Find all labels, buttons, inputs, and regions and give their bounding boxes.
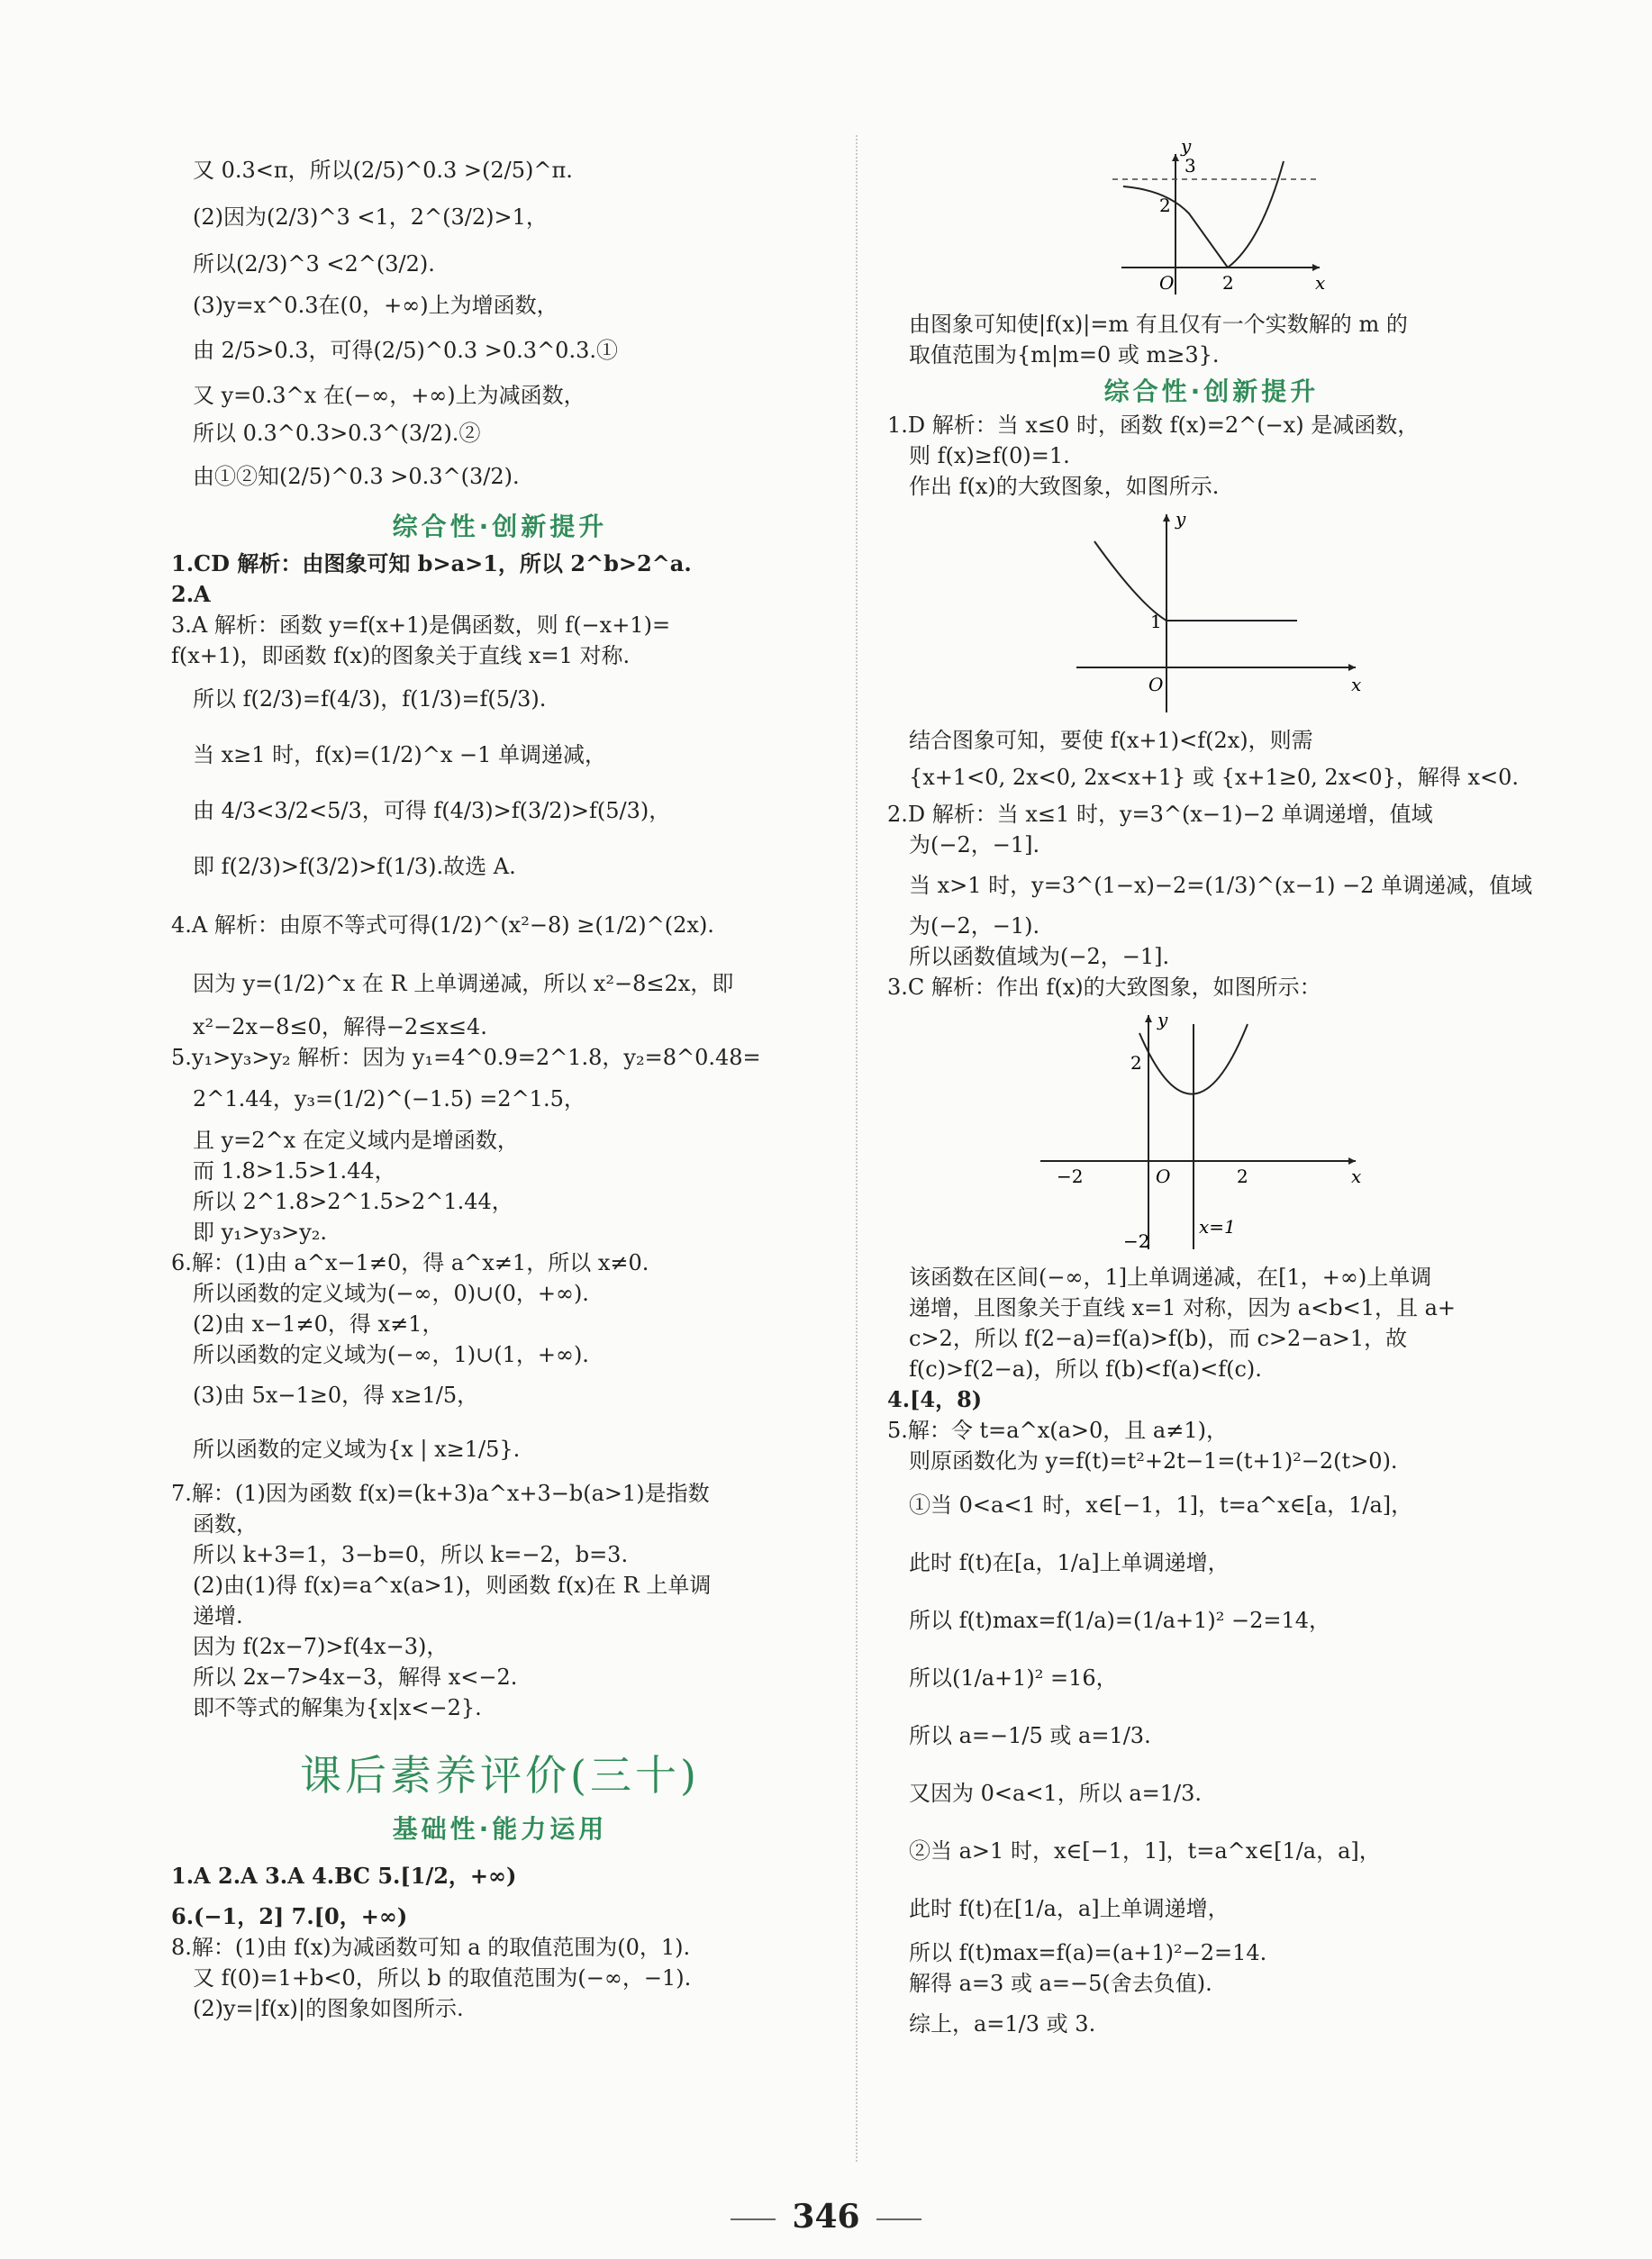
axis-label-x: x	[1315, 272, 1326, 294]
text-line: 4.[4，8)	[887, 1386, 983, 1412]
text-line: 当 x>1 时，y=3^(1−x)−2=(1/3)^(x−1) −2 单调递减，值域	[909, 873, 1533, 898]
text-line: 所以函数的定义域为(−∞，1)∪(1，+∞).	[193, 1342, 589, 1367]
text-line: 6.(−1，2] 7.[0，+∞)	[171, 1903, 408, 1929]
text-line: 该函数在区间(−∞，1]上单调递减，在[1，+∞)上单调	[909, 1265, 1432, 1290]
text-line: 所以 f(t)max=f(a)=(a+1)²−2=14.	[909, 1940, 1267, 1965]
text-line: 结合图象可知，要使 f(x+1)<f(2x)，则需	[909, 728, 1313, 753]
tick-label: −2	[1123, 1230, 1150, 1252]
text-line: 5.y₁>y₃>y₂ 解析：因为 y₁=4^0.9=2^1.8，y₂=8^0.48=	[171, 1045, 761, 1070]
graph-parabola	[887, 1006, 1536, 1258]
text-line: 综上，a=1/3 或 3.	[909, 2011, 1096, 2037]
text-line: 而 1.8>1.5>1.44，	[193, 1158, 396, 1184]
tick-label: 2	[1130, 1052, 1142, 1074]
text-line: 由 4/3<3/2<5/3，可得 f(4/3)>f(3/2)>f(5/3)，	[193, 798, 671, 823]
text-line: 解得 a=3 或 a=−5(舍去负值).	[909, 1971, 1212, 1996]
page-number-dash	[731, 2218, 776, 2220]
text-line: 3.A 解析：函数 y=f(x+1)是偶函数，则 f(−x+1)=	[171, 612, 671, 638]
right-column	[887, 131, 1536, 2049]
text-line: 即 y₁>y₃>y₂.	[193, 1220, 328, 1245]
axis-label-x: x	[1351, 1166, 1362, 1187]
text-line: 函数，	[193, 1511, 258, 1537]
text-line: 又 y=0.3^x 在(−∞，+∞)上为减函数，	[193, 383, 585, 408]
text-line: 递增，且图象关于直线 x=1 对称，因为 a<b<1，且 a+	[909, 1295, 1457, 1320]
text-line: 6.解：(1)由 a^x−1≠0，得 a^x≠1，所以 x≠0.	[171, 1250, 649, 1275]
axis-of-symmetry-label: x=1	[1199, 1216, 1236, 1238]
axis-label-y: y	[1157, 1009, 1168, 1030]
text-line: (2)由(1)得 f(x)=a^x(a>1)，则函数 f(x)在 R 上单调	[193, 1573, 712, 1598]
graph-abs-fx	[887, 134, 1536, 305]
text-line: 由①②知(2/5)^0.3 >0.3^(3/2).	[193, 464, 520, 489]
tick-label: −2	[1057, 1166, 1084, 1187]
text-line: (3)y=x^0.3在(0，+∞)上为增函数，	[193, 293, 558, 318]
text-line: 所以 f(t)max=f(1/a)=(1/a+1)² −2=14，	[909, 1608, 1331, 1633]
text-line: 1.A 2.A 3.A 4.BC 5.[1/2，+∞)	[171, 1863, 517, 1889]
tick-label: 1	[1150, 611, 1162, 632]
origin-label: O	[1159, 272, 1175, 294]
text-line: 所以 a=−1/5 或 a=1/3.	[909, 1723, 1151, 1748]
tick-label: 2	[1159, 195, 1171, 216]
text-line: 所以 f(2/3)=f(4/3)，f(1/3)=f(5/3).	[193, 686, 547, 712]
text-line: f(x+1)，即函数 f(x)的图象关于直线 x=1 对称.	[171, 643, 631, 668]
page-number-text: 346	[792, 2198, 860, 2236]
text-line: 1.D 解析：当 x≤0 时，函数 f(x)=2^(−x) 是减函数，	[887, 413, 1420, 438]
text-line: 且 y=2^x 在定义域内是增函数，	[193, 1128, 519, 1153]
text-line: 当 x≥1 时，f(x)=(1/2)^x −1 单调递减，	[193, 742, 607, 767]
text-line: 所以 0.3^0.3>0.3^(3/2).②	[193, 421, 481, 446]
text-line: 1.CD 解析：由图象可知 b>a>1，所以 2^b>2^a.	[171, 550, 692, 576]
text-line: 即不等式的解集为{x|x<−2}.	[193, 1695, 482, 1720]
text-line: 3.C 解析：作出 f(x)的大致图象，如图所示：	[887, 975, 1321, 1000]
text-line: 所以 k+3=1，3−b=0，所以 k=−2，b=3.	[193, 1542, 629, 1567]
text-line: 因为 y=(1/2)^x 在 R 上单调递减，所以 x²−8≤2x，即	[193, 971, 734, 996]
page-number-dash	[876, 2218, 921, 2220]
text-line: 此时 f(t)在[a，1/a]上单调递增，	[909, 1550, 1230, 1575]
text-line: f(c)>f(2−a)，所以 f(b)<f(a)<f(c).	[909, 1356, 1262, 1382]
text-line: 即 f(2/3)>f(3/2)>f(1/3).故选 A.	[193, 854, 516, 879]
text-line: 5.解：令 t=a^x(a>0，且 a≠1)，	[887, 1418, 1228, 1443]
text-line: 所以(2/3)^3 <2^(3/2).	[193, 251, 435, 277]
tick-label: 2	[1222, 272, 1234, 294]
text-line: 4.A 解析：由原不等式可得(1/2)^(x²−8) ≥(1/2)^(2x).	[171, 912, 714, 938]
axis-label-x: x	[1351, 674, 1362, 695]
text-line: 所以函数的定义域为(−∞，0)∪(0，+∞).	[193, 1281, 589, 1306]
section-heading: 基础性·能力运用	[392, 1814, 608, 1844]
text-line: (2)由 x−1≠0，得 x≠1，	[193, 1311, 444, 1337]
text-line: 又因为 0<a<1，所以 a=1/3.	[909, 1781, 1202, 1806]
text-line: 所以 2^1.8>2^1.5>2^1.44，	[193, 1189, 513, 1214]
text-line: 取值范围为{m|m=0 或 m≥3}.	[909, 342, 1220, 367]
text-line: (3)由 5x−1≥0，得 x≥1/5，	[193, 1383, 479, 1408]
text-line: 作出 f(x)的大致图象，如图所示.	[909, 474, 1220, 499]
left-block-c	[171, 1851, 829, 2024]
text-line: 又 f(0)=1+b<0，所以 b 的取值范围为(−∞，−1).	[193, 1965, 692, 1991]
text-line: 2.A	[171, 581, 211, 607]
text-line: {x+1<0, 2x<0, 2x<x+1} 或 {x+1≥0, 2x<0}，解得 x<0.	[909, 765, 1520, 790]
text-line: 所以函数值域为(−2，−1].	[909, 944, 1170, 969]
tick-label: 3	[1185, 155, 1196, 177]
text-line: (2)y=|f(x)|的图象如图所示.	[193, 1996, 464, 2021]
text-line: x²−2x−8≤0，解得−2≤x≤4.	[193, 1014, 487, 1039]
text-line: ②当 a>1 时，x∈[−1，1]，t=a^x∈[1/a，a]，	[909, 1838, 1381, 1864]
text-line: 所以函数的定义域为{x | x≥1/5}.	[193, 1437, 521, 1462]
text-line: 为(−2，−1).	[909, 913, 1040, 939]
graph-fx-piecewise	[887, 505, 1536, 721]
text-line: 又 0.3<π，所以(2/5)^0.3 >(2/5)^π.	[193, 158, 573, 183]
text-line: 则 f(x)≥f(0)=1.	[909, 443, 1070, 468]
text-line: 由图象可知使|f(x)|=m 有且仅有一个实数解的 m 的	[909, 312, 1408, 337]
page-number	[0, 2198, 1652, 2236]
text-line: 为(−2，−1].	[909, 832, 1040, 857]
text-line: 所以 2x−7>4x−3，解得 x<−2.	[193, 1665, 518, 1690]
text-line: (2)因为(2/3)^3 <1，2^(3/2)>1，	[193, 204, 548, 230]
left-block-b	[171, 549, 829, 1723]
text-line: 所以(1/a+1)² =16，	[909, 1665, 1118, 1691]
text-line: 7.解：(1)因为函数 f(x)=(k+3)a^x+3−b(a>1)是指数	[171, 1481, 710, 1506]
text-line: 2^1.44，y₃=(1/2)^(−1.5) =2^1.5，	[193, 1086, 585, 1111]
text-line: 8.解：(1)由 f(x)为减函数可知 a 的取值范围为(0，1).	[171, 1935, 691, 1960]
text-line: c>2，所以 f(2−a)=f(a)>f(b)，而 c>2−a>1，故	[909, 1326, 1408, 1351]
text-line: 递增.	[193, 1603, 243, 1628]
left-block-a	[171, 131, 829, 500]
left-column	[171, 131, 829, 2024]
tick-label: 2	[1237, 1166, 1248, 1187]
text-line: 则原函数化为 y=f(t)=t²+2t−1=(t+1)²−2(t>0).	[909, 1448, 1398, 1474]
axis-label-y: y	[1175, 508, 1186, 530]
origin-label: O	[1156, 1166, 1171, 1187]
text-line: 因为 f(2x−7)>f(4x−3)，	[193, 1634, 449, 1659]
section-heading: 综合性·创新提升	[392, 512, 608, 541]
text-line: 由 2/5>0.3，可得(2/5)^0.3 >0.3^0.3.①	[193, 338, 618, 363]
lesson-title: 课后素养评价(三十)	[300, 1751, 700, 1800]
text-line: 2.D 解析：当 x≤1 时，y=3^(x−1)−2 单调递增，值域	[887, 802, 1433, 827]
text-line: 此时 f(t)在[1/a，a]上单调递增，	[909, 1896, 1230, 1921]
column-divider	[856, 135, 858, 2162]
text-line: ①当 0<a<1 时，x∈[−1，1]，t=a^x∈[a，1/a]，	[909, 1492, 1413, 1518]
axis-label-y: y	[1181, 135, 1192, 157]
section-heading: 综合性·创新提升	[1103, 376, 1320, 406]
origin-label: O	[1148, 674, 1164, 695]
